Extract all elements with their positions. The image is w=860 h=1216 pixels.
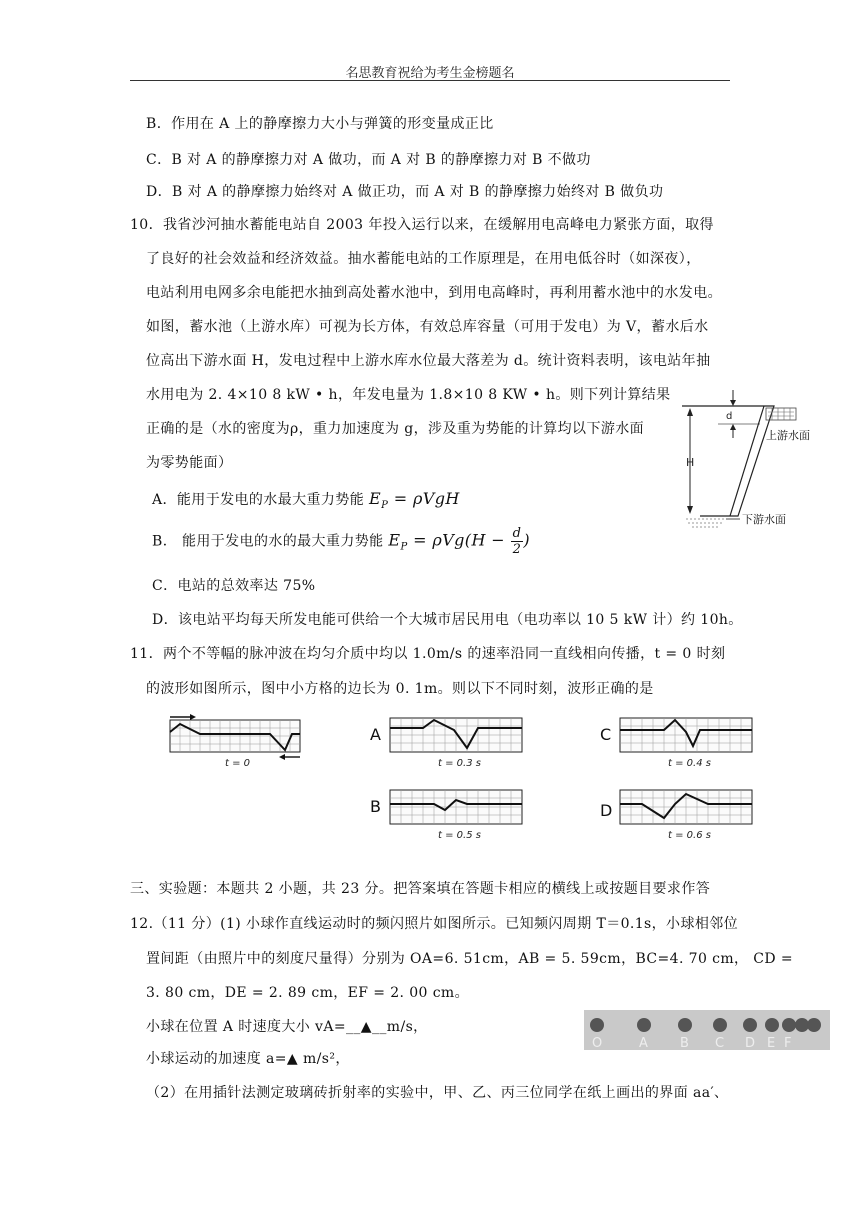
wave-panel-a [366, 710, 536, 770]
q10-option-a-sub: P [381, 499, 389, 511]
q10-option-b-formula: = ρVg(H − [407, 530, 511, 550]
photo-label-a: A [639, 1036, 648, 1050]
q10-option-b-text: B． 能用于发电的水的最大重力势能 [152, 533, 389, 550]
q10-option-d: D．该电站平均每天所发电能可供给一个大城市居民用电（电功率以 10 5 kW 计）约 10h。 [152, 612, 743, 628]
q10-option-c: C．电站的总效率达 75% [152, 578, 316, 594]
q10-line-1: 10．我省沙河抽水蓄能电站自 2003 年投入运行以来，在缓解用电高峰电力紧张方面，取得 [130, 217, 714, 233]
q10-option-b-sub: P [400, 541, 408, 553]
q10-line-6: 水用电为 2. 4×10 8 kW • h，年发电量为 1.8×10 8 KW • h。则下列计算结果 [146, 387, 671, 403]
q10-line-5: 位高出下游水面 H，发电过程中上游水库水位最大落差为 d。统计资料表明，该电站年抽 [146, 353, 711, 369]
photo-label-b: B [680, 1036, 689, 1050]
q11-line-2: 的波形如图所示，图中小方格的边长为 0. 1m。则以下不同时刻，波形正确的是 [146, 681, 654, 697]
caption-d: t = 0.6 s [668, 830, 711, 841]
q9-option-c: C．B 对 A 的静摩擦力对 A 做功，而 A 对 B 的静摩擦力对 B 不做功 [146, 152, 591, 168]
label-c: C [600, 725, 612, 744]
caption-a: t = 0.3 s [438, 758, 481, 769]
q10-line-2: 了良好的社会效益和经济效益。抽水蓄能电站的工作原理是，在用电低谷时（如深夜）， [146, 251, 701, 267]
q10-option-b-close: ) [523, 530, 530, 550]
q12-line-4: 小球在位置 A 时速度大小 vA=__▲__m/s， [146, 1019, 428, 1035]
photo-label-e: E [767, 1036, 776, 1050]
q12-line-5: 小球运动的加速度 a=▲ m/s²， [146, 1051, 350, 1067]
label-a: A [370, 725, 381, 744]
photo-label-c: C [715, 1036, 725, 1050]
wave-panel-t0 [160, 712, 310, 770]
q9-option-d: D．B 对 A 的静摩擦力始终对 A 做正功，而 A 对 B 的静摩擦力始终对 B 做负功 [146, 184, 664, 200]
q12-line-2: 置间距（由照片中的刻度尺量得）分别为 OA=6. 51cm，AB = 5. 59cm，BC=4. 70 cm， CD = [146, 951, 794, 967]
q12-line-3: 3. 80 cm，DE = 2. 89 cm，EF = 2. 00 cm。 [146, 985, 470, 1001]
q10-option-a [152, 489, 460, 511]
photo-label-f: F [784, 1036, 792, 1050]
wave-panel-b [366, 782, 536, 842]
upper-water-label: 上游水面 [766, 429, 810, 442]
section-3-title: 三、实验题：本题共 2 小题，共 23 分。把答案填在答题卡相应的横线上或按题目要求作答 [130, 881, 711, 897]
q10-line-8: 为零势能面） [146, 455, 233, 471]
q10-option-b [152, 526, 530, 557]
fraction-denominator: 2 [512, 542, 522, 557]
q10-option-a-formula: = ρVgH [388, 489, 460, 508]
fraction-numerator: d [512, 526, 522, 541]
q10-line-3: 电站利用电网多余电能把水抽到高处蓄水池中，到用电高峰时，再利用蓄水池中的水发电。 [146, 285, 722, 301]
label-b: B [370, 797, 381, 816]
caption-t0: t = 0 [225, 758, 251, 769]
q12-line-1: 12.（11 分）(1) 小球作直线运动时的频闪照片如图所示。已知频闪周期 T＝0.1s，小球相邻位 [130, 916, 739, 932]
caption-c: t = 0.4 s [668, 758, 711, 769]
q10-option-a-symbol: E [368, 489, 382, 508]
q12-line-6: （2）在用插针法测定玻璃砖折射率的实验中，甲、乙、丙三位同学在纸上画出的界面 aa′、 [146, 1085, 729, 1101]
q10-line-7: 正确的是（水的密度为ρ，重力加速度为 g，涉及重为势能的计算均以下游水面 [146, 421, 645, 437]
q11-line-1: 11．两个不等幅的脉冲波在均匀介质中均以 1.0m/s 的速率沿同一直线相向传播，t = 0 时刻 [130, 646, 726, 662]
label-h: H [686, 456, 695, 469]
q10-option-b-symbol: E [388, 530, 401, 550]
caption-b: t = 0.5 s [438, 830, 481, 841]
strobe-photo [584, 1010, 830, 1050]
label-d-option: D [600, 801, 613, 820]
label-d: d [726, 411, 733, 422]
q10-line-4: 如图，蓄水池（上游水库）可视为长方体，有效总库容量（可用于发电）为 V，蓄水后水 [146, 319, 709, 335]
lower-water-label: 下游水面 [742, 513, 786, 526]
wave-panel-c [596, 710, 766, 770]
fraction-d-over-2 [511, 526, 524, 557]
header-rule [130, 80, 730, 81]
q10-option-a-text: A．能用于发电的水最大重力势能 [152, 492, 369, 508]
photo-label-d: D [745, 1036, 756, 1050]
reservoir-diagram [678, 388, 838, 538]
photo-label-o: O [592, 1036, 603, 1050]
wave-panel-d [596, 782, 766, 842]
page-header: 名思教育祝给为考生金榜题名 [345, 66, 515, 81]
q9-option-b: B．作用在 A 上的静摩擦力大小与弹簧的形变量成正比 [146, 116, 494, 132]
